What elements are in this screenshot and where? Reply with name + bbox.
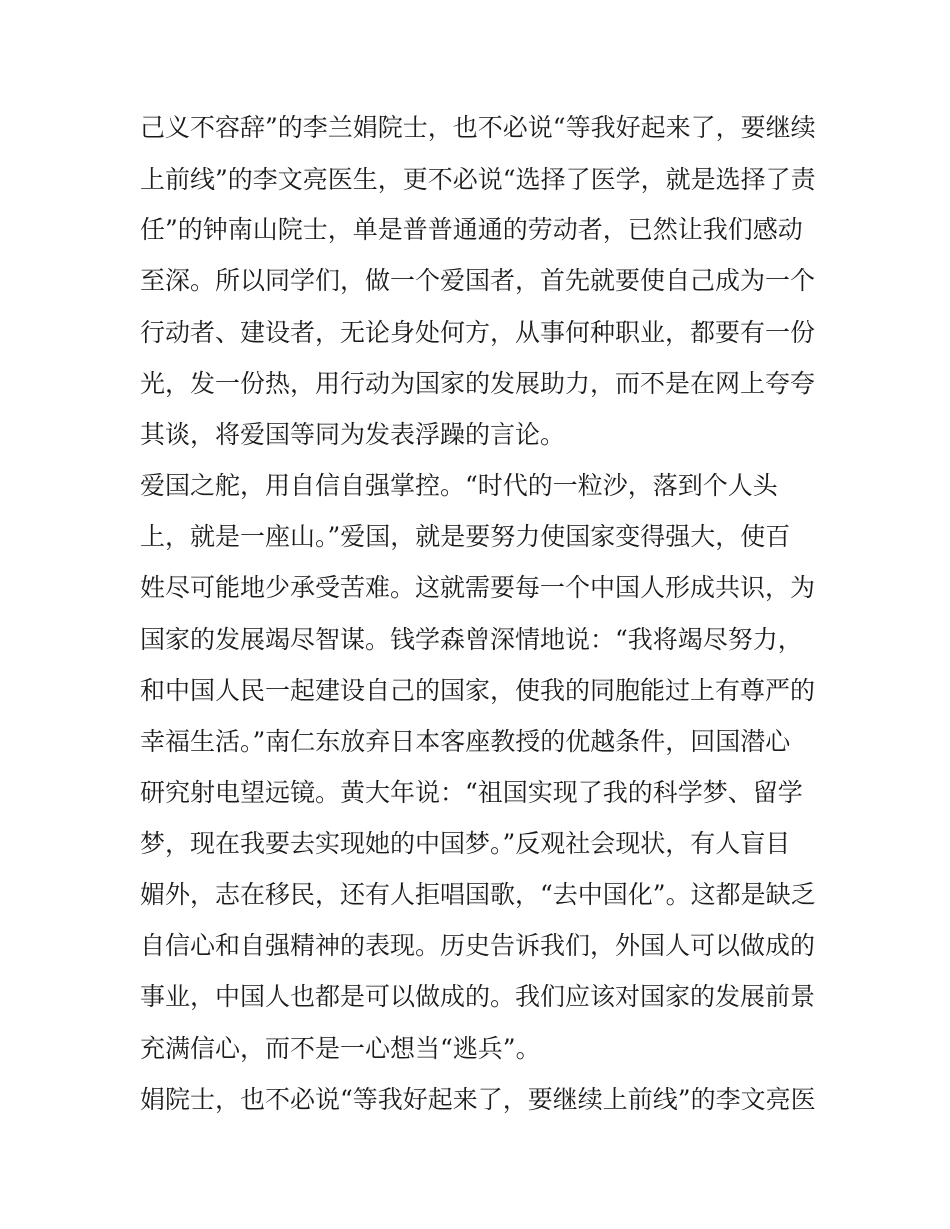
- text-line: 爱国之舵，用自信自强掌控。“时代的一粒沙，落到个人头: [140, 471, 778, 500]
- text-line: 上前线”的李文亮医生，更不必说“选择了医学，就是选择了责: [140, 165, 816, 194]
- text-line: 其谈，将爱国等同为发表浮躁的言论。: [140, 420, 566, 449]
- text-line: 媚外，志在移民，还有人拒唱国歌，“去中国化”。这都是缺乏: [140, 880, 816, 909]
- text-line: 梦，现在我要去实现她的中国梦。”反观社会现状，有人盲目: [140, 829, 791, 858]
- text-line: 己义不容辞”的李兰娟院士，也不必说“等我好起来了，要继续: [140, 113, 816, 142]
- text-line: 至深。所以同学们，做一个爱国者，首先就要使自己成为一个: [140, 266, 816, 295]
- text-line: 上，就是一座山。”爱国，就是要努力使国家变得强大，使百: [140, 522, 791, 551]
- text-line: 国家的发展竭尽智谋。钱学森曾深情地说：“我将竭尽努力，: [140, 625, 803, 654]
- text-line: 自信心和自强精神的表现。历史告诉我们，外国人可以做成的: [140, 931, 816, 960]
- text-line: 姓尽可能地少承受苦难。这就需要每一个中国人形成共识，为: [140, 573, 816, 602]
- text-line: 任”的钟南山院士，单是普普通通的劳动者，已然让我们感动: [140, 215, 803, 244]
- text-line: 研究射电望远镜。黄大年说：“祖国实现了我的科学梦、留学: [140, 778, 803, 807]
- text-line: 和中国人民一起建设自己的国家，使我的同胞能过上有尊严的: [140, 676, 816, 705]
- text-line: 行动者、建设者，无论身处何方，从事何种职业，都要有一份: [140, 318, 816, 347]
- text-line: 充满信心，而不是一心想当“逃兵”。: [140, 1034, 541, 1063]
- text-line: 事业，中国人也都是可以做成的。我们应该对国家的发展前景: [140, 982, 816, 1011]
- text-line: 幸福生活。”南仁东放弃日本客座教授的优越条件，回国潜心: [140, 727, 791, 756]
- text-line: 娟院士，也不必说“等我好起来了，要继续上前线”的李文亮医: [140, 1085, 816, 1114]
- text-line: 光，发一份热，用行动为国家的发展助力，而不是在网上夸夸: [140, 369, 816, 398]
